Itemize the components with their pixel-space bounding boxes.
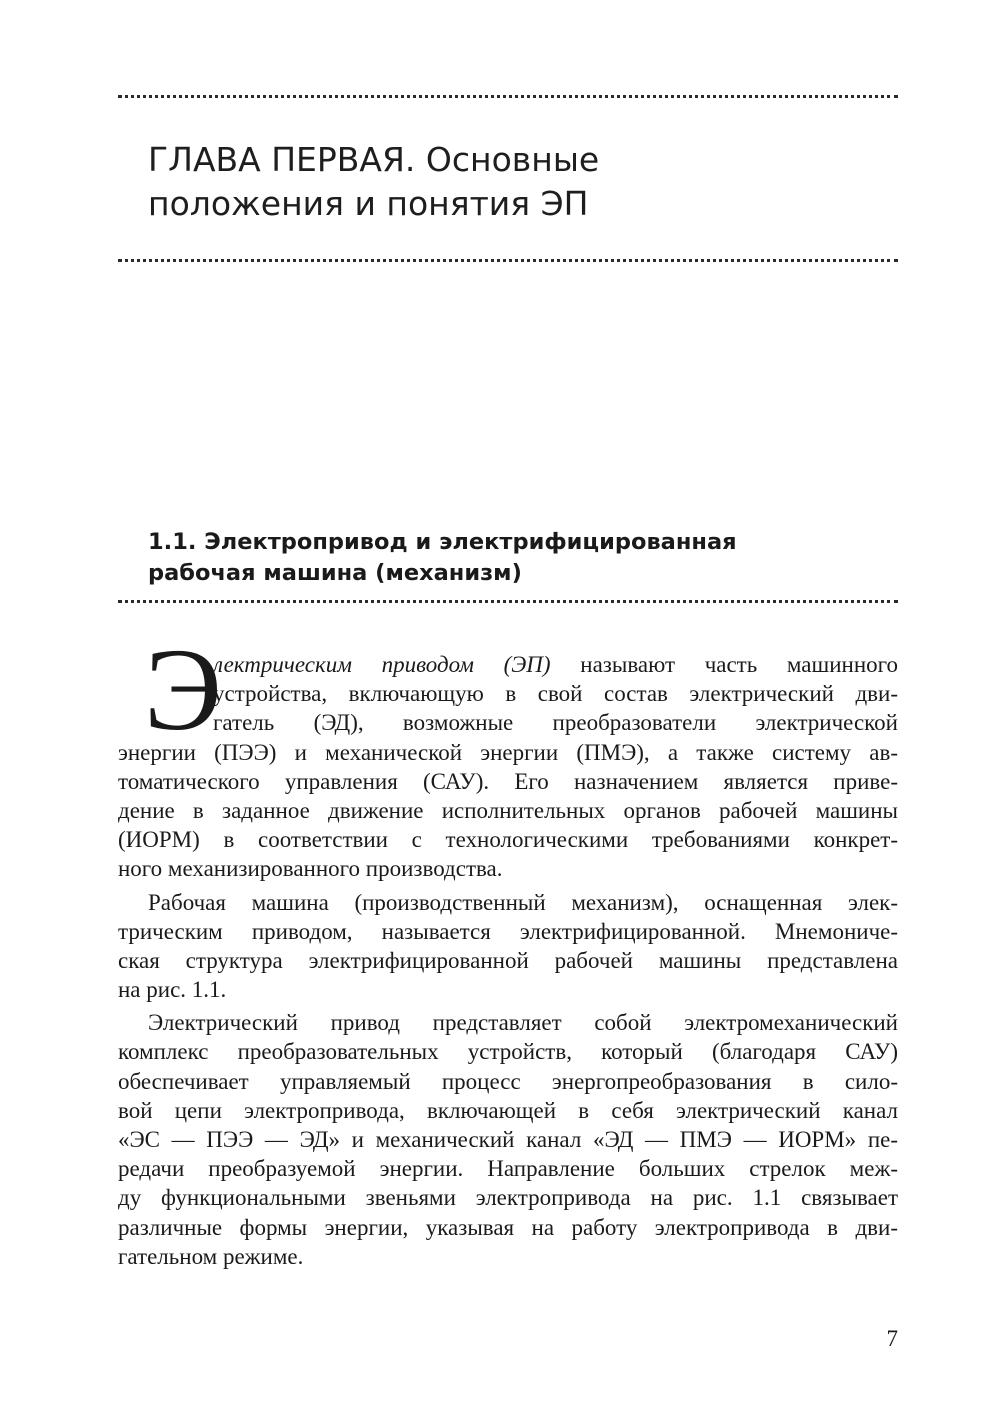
text-line: ская структура электрифицированной рабочей машины представлена bbox=[118, 947, 898, 973]
chapter-divider bbox=[118, 259, 898, 262]
text-line: редачи преобразуемой энергии. Направление больших стрелок меж- bbox=[118, 1156, 898, 1182]
text-line: трическим приводом, называется электрифицированной. Мнемониче- bbox=[118, 918, 898, 944]
chapter-title-line-2: положения и понятия ЭП bbox=[148, 184, 589, 223]
text-line: Электрический привод представляет собой электромеханический bbox=[148, 1010, 898, 1036]
page-number: 7 bbox=[886, 1326, 898, 1351]
text-line: гатель (ЭД), возможные преобразователи электрической bbox=[213, 710, 898, 736]
text-line: Рабочая машина (производственный механизм), оснащенная элек- bbox=[148, 889, 898, 915]
text-line: устройства, включающую в свой состав электрический дви- bbox=[213, 681, 898, 707]
text-fragment: называют часть машинного bbox=[550, 652, 899, 677]
text-line: обеспечивает управляемый процесс энергопреобразования в сило- bbox=[118, 1068, 898, 1094]
italic-term: лектрическим приводом (ЭП) bbox=[213, 652, 551, 677]
text-line: гательном режиме. bbox=[118, 1243, 304, 1269]
text-line: ду функциональными звеньями электропривода на рис. 1.1 связывает bbox=[118, 1185, 898, 1211]
text-line: (ИОРМ) в соответствии с технологическими требованиями конкрет- bbox=[118, 827, 898, 853]
text-line: «ЭС — ПЭЭ — ЭД» и механический канал «ЭД — ПМЭ — ИОРМ» пе- bbox=[118, 1127, 898, 1152]
section-divider bbox=[118, 600, 898, 603]
drop-cap: Э bbox=[144, 624, 222, 755]
section-title-line-2: рабочая машина (механизм) bbox=[148, 560, 522, 586]
text-line: различные формы энергии, указывая на работу электропривода в дви- bbox=[118, 1214, 898, 1240]
body-text bbox=[118, 650, 898, 1271]
text-line bbox=[213, 650, 898, 679]
text-line: комплекс преобразовательных устройств, который (благодаря САУ) bbox=[118, 1039, 898, 1065]
top-divider bbox=[118, 95, 898, 98]
text-line: дение в заданное движение исполнительных органов рабочей машины bbox=[118, 797, 898, 823]
section-title bbox=[148, 527, 888, 589]
text-line: энергии (ПЭЭ) и механической энергии (ПМЭ), а также систему ав- bbox=[118, 739, 898, 765]
section-title-line-1: 1.1. Электропривод и электрифицированная bbox=[148, 529, 737, 555]
text-line: на рис. 1.1. bbox=[118, 977, 227, 1003]
paragraph-1 bbox=[118, 650, 898, 884]
text-line: ного механизированного производства. bbox=[118, 856, 503, 882]
paragraph-3 bbox=[118, 1008, 898, 1271]
text-line: томатического управления (САУ). Его назначением является приве- bbox=[118, 768, 898, 794]
chapter-title-line-1: ГЛАВА ПЕРВАЯ. Основные bbox=[148, 140, 600, 179]
chapter-title bbox=[148, 138, 868, 226]
text-line: вой цепи электропривода, включающей в себя электрический канал bbox=[118, 1097, 898, 1123]
paragraph-2 bbox=[118, 888, 898, 1005]
